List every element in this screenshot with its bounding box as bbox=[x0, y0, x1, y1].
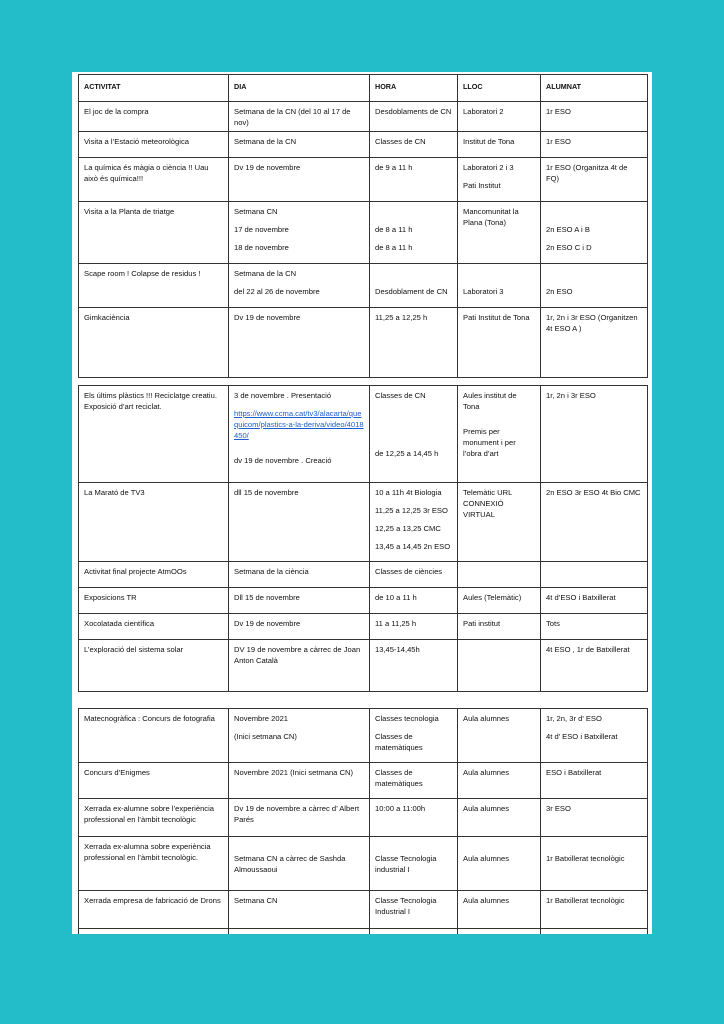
header-dia: DIA bbox=[229, 75, 370, 102]
cell-alumnat: 4t ESO , 1r de Batxillerat bbox=[541, 640, 648, 692]
cell-dia bbox=[229, 709, 370, 763]
cell-alumnat bbox=[541, 837, 648, 891]
cell-hora bbox=[370, 709, 458, 763]
cell-activitat: Els últims plàstics !!! Reciclatge creatiu. Exposició d’art reciclat. bbox=[79, 386, 229, 483]
cell-hora bbox=[370, 483, 458, 562]
table-row bbox=[79, 588, 648, 614]
table-row bbox=[79, 709, 648, 763]
cell-activitat: La Marató de TV3 bbox=[79, 483, 229, 562]
cell-hora bbox=[370, 837, 458, 891]
cell-alumnat: 1r ESO bbox=[541, 132, 648, 158]
cell-activitat: Visita a la Planta de triatge bbox=[79, 202, 229, 264]
dia-line: Setmana de la CN bbox=[234, 269, 297, 278]
hora-line: de 12,25 a 14,45 h bbox=[375, 449, 439, 458]
lloc-line: Laboratori 3 bbox=[463, 287, 504, 296]
table-row bbox=[79, 102, 648, 132]
cell-alumnat: ESO i Batxillerat bbox=[541, 763, 648, 799]
header-hora: HORA bbox=[370, 75, 458, 102]
table-row bbox=[79, 158, 648, 202]
lloc-line: Laboratori 2 i 3 bbox=[463, 163, 514, 172]
cell-alumnat: Tots bbox=[541, 614, 648, 640]
cell-activitat: El joc de la compra bbox=[79, 102, 229, 132]
activities-table-1 bbox=[78, 74, 648, 378]
cell-lloc: Aules (Telemàtic) bbox=[458, 588, 541, 614]
header-lloc: LLOC bbox=[458, 75, 541, 102]
cell-dia bbox=[229, 264, 370, 308]
cell-lloc: Aula alumnes bbox=[458, 763, 541, 799]
dia-line: 3 de novembre . Presentació bbox=[234, 391, 332, 400]
activities-table-2 bbox=[78, 385, 648, 692]
lloc-line: Premis per monument i per l’obra d’art bbox=[463, 427, 516, 458]
cell-activitat: Xerrada ex-alumne sobre l’experiència professional en l’àmbit tecnològic bbox=[79, 799, 229, 837]
cell-activitat: Visita a l’Estació meteorològica bbox=[79, 132, 229, 158]
alumnat-line: 2n ESO A i B bbox=[546, 225, 590, 234]
cell-dia bbox=[229, 202, 370, 264]
document-page bbox=[72, 72, 652, 934]
cell-dia: DV 19 de novembre a càrrec de Joan Anton Català bbox=[229, 640, 370, 692]
table-row bbox=[79, 763, 648, 799]
cell-hora: 10:00 a 11:00h bbox=[370, 799, 458, 837]
dia-line: dv 19 de novembre . Creació bbox=[234, 456, 332, 465]
cell-lloc bbox=[458, 158, 541, 202]
cell-alumnat bbox=[541, 202, 648, 264]
table-row bbox=[79, 891, 648, 929]
table-row bbox=[79, 640, 648, 692]
cell-dia: Setmana de la ciència bbox=[229, 562, 370, 588]
cell-activitat: La química és màgia o ciència !! Uau això és química!!! bbox=[79, 158, 229, 202]
dia-line: 17 de novembre bbox=[234, 225, 289, 234]
cell-activitat: Xerrada empresa de fabricació de Drons bbox=[79, 891, 229, 929]
hora-line: Classes tecnologia bbox=[375, 714, 439, 723]
cell-lloc bbox=[458, 386, 541, 483]
lloc-line: Aula alumnes bbox=[463, 854, 510, 863]
cell-lloc bbox=[458, 264, 541, 308]
cell-hora: Desdoblaments de CN bbox=[370, 102, 458, 132]
cell-hora: de 9 a 11 h bbox=[370, 158, 458, 202]
dia-line: 18 de novembre bbox=[234, 243, 289, 252]
hora-line: de 8 a 11 h bbox=[375, 225, 413, 234]
cell-alumnat bbox=[541, 264, 648, 308]
cell-dia: Novembre 2021 (Inici setmana CN) bbox=[229, 763, 370, 799]
table-row bbox=[79, 929, 648, 935]
alumnat-line: 4t d’ ESO i Batxillerat bbox=[546, 732, 618, 741]
hora-line: 13,45 a 14,45 2n ESO bbox=[375, 542, 451, 551]
table-row bbox=[79, 264, 648, 308]
cell-alumnat bbox=[541, 562, 648, 588]
cell-lloc: Institut de Tona bbox=[458, 132, 541, 158]
cell-lloc: Laboratori 2 bbox=[458, 102, 541, 132]
cell-lloc: Aula alumnes bbox=[458, 799, 541, 837]
cell-dia: Setmana de la CN bbox=[229, 132, 370, 158]
cell-hora: 11 a 11,25 h bbox=[370, 614, 458, 640]
table-row bbox=[79, 308, 648, 378]
header-alumnat: ALUMNAT bbox=[541, 75, 648, 102]
header-row bbox=[79, 75, 648, 102]
activities-table-3 bbox=[78, 708, 648, 934]
table-row bbox=[79, 202, 648, 264]
hora-line: 11,25 a 12,25 3r ESO bbox=[375, 506, 448, 515]
dia-line: Setmana CN bbox=[234, 207, 278, 216]
cell-lloc bbox=[458, 562, 541, 588]
cell-hora: Classes de ciències bbox=[370, 562, 458, 588]
cell-lloc: Pati institut bbox=[458, 614, 541, 640]
hora-line: Classe Tecnologia industrial I bbox=[375, 854, 437, 874]
cell-alumnat: 1r, 2n i 3r ESO bbox=[541, 386, 648, 483]
hora-line: Desdoblament de CN bbox=[375, 287, 448, 296]
alumnat-line: 2n ESO C i D bbox=[546, 243, 592, 252]
cell-alumnat: 3r ESO bbox=[541, 799, 648, 837]
cell-hora: Classes de CN bbox=[370, 132, 458, 158]
cell-alumnat: 2n ESO 3r ESO 4t Bio CMC bbox=[541, 483, 648, 562]
cell-activitat: Xocolatada científica bbox=[79, 614, 229, 640]
dia-line: Setmana CN a càrrec de Sashda Almoussaoui bbox=[234, 854, 346, 874]
dia-line: del 22 al 26 de novembre bbox=[234, 287, 320, 296]
cell-hora bbox=[370, 264, 458, 308]
cell-alumnat: 1r ESO bbox=[541, 102, 648, 132]
alumnat-line: 1r, 2n, 3r d’ ESO bbox=[546, 714, 602, 723]
cell-dia: Dv 19 de novembre bbox=[229, 308, 370, 378]
alumnat-line: 1r Batxillerat tecnològic bbox=[546, 854, 625, 863]
cell-activitat: Matecnogràfica : Concurs de fotografia bbox=[79, 709, 229, 763]
cell-hora: 13,45-14,45h bbox=[370, 640, 458, 692]
table-row bbox=[79, 132, 648, 158]
hora-line: de 8 a 11 h bbox=[375, 243, 413, 252]
cell-activitat: Scape room ! Colapse de residus ! bbox=[79, 264, 229, 308]
cell-dia: dll 15 de novembre bbox=[229, 483, 370, 562]
table-row bbox=[79, 799, 648, 837]
cell-alumnat: 1r Batxillerat tecnològic bbox=[541, 891, 648, 929]
cell-lloc: Aula alumnes bbox=[458, 709, 541, 763]
cell-lloc: Mancomunitat la Plana (Tona) bbox=[458, 202, 541, 264]
dia-line: (Inici setmana CN) bbox=[234, 732, 297, 741]
cell-dia: Dv 19 de novembre bbox=[229, 158, 370, 202]
cell-activitat: Gimkaciència bbox=[79, 308, 229, 378]
dia-line: Novembre 2021 bbox=[234, 714, 289, 723]
alumnat-line: 2n ESO bbox=[546, 287, 573, 296]
video-link[interactable]: https://www.ccma.cat/tv3/alacarta/quequicom/plastics-a-la-deriva/video/4018450/ bbox=[234, 409, 364, 440]
cell-dia bbox=[229, 837, 370, 891]
cell-alumnat: 4t d’ESO i Batxillerat bbox=[541, 588, 648, 614]
cell-dia bbox=[229, 386, 370, 483]
header-activitat: ACTIVITAT bbox=[79, 75, 229, 102]
cell-lloc bbox=[458, 837, 541, 891]
cell-hora: Classe Tecnologia Industrial I bbox=[370, 891, 458, 929]
cell-activitat: Xerrada ex-alumna sobre experiència professional en l’àmbit tecnològic. bbox=[79, 837, 229, 891]
cell-hora: de 10 a 11 h bbox=[370, 588, 458, 614]
cell-dia: Dv 19 de novembre bbox=[229, 614, 370, 640]
table-row bbox=[79, 614, 648, 640]
hora-line: 10 a 11h 4t Biologia bbox=[375, 488, 442, 497]
cell-activitat: Activitat final projecte AtmOOs bbox=[79, 562, 229, 588]
cell-hora: Classes de matemàtiques bbox=[370, 763, 458, 799]
cell-dia: Dv 19 de novembre a càrrec d’ Albert Parés bbox=[229, 799, 370, 837]
cell-activitat: L’exploració del sistema solar bbox=[79, 640, 229, 692]
cell-lloc bbox=[458, 640, 541, 692]
cell-alumnat: 1r, 2n i 3r ESO (Organitzen 4t ESO A ) bbox=[541, 308, 648, 378]
hora-line: Classes de matemàtiques bbox=[375, 732, 423, 752]
cell-lloc: Aula alumnes bbox=[458, 891, 541, 929]
lloc-line: Pati Institut bbox=[463, 181, 501, 190]
cell-lloc: Pati Institut de Tona bbox=[458, 308, 541, 378]
cell-hora: 11,25 a 12,25 h bbox=[370, 308, 458, 378]
cell-dia: Setmana de la CN (del 10 al 17 de nov) bbox=[229, 102, 370, 132]
hora-line: Classes de CN bbox=[375, 391, 426, 400]
cell-hora bbox=[370, 386, 458, 483]
hora-line: 12,25 a 13,25 CMC bbox=[375, 524, 441, 533]
table-row bbox=[79, 837, 648, 891]
cell-activitat: Concurs d’Enigmes bbox=[79, 763, 229, 799]
table-row bbox=[79, 483, 648, 562]
cell-hora bbox=[370, 202, 458, 264]
cell-activitat: Exposicions TR bbox=[79, 588, 229, 614]
table-row bbox=[79, 386, 648, 483]
cell-alumnat bbox=[541, 709, 648, 763]
table-row bbox=[79, 562, 648, 588]
cell-lloc: Telemàtic URL CONNEXIÓ VIRTUAL bbox=[458, 483, 541, 562]
cell-dia: Setmana CN bbox=[229, 891, 370, 929]
cell-alumnat: 1r ESO (Organitza 4t de FQ) bbox=[541, 158, 648, 202]
lloc-line: Aules institut de Tona bbox=[463, 391, 517, 411]
cell-dia: Dll 15 de novembre bbox=[229, 588, 370, 614]
